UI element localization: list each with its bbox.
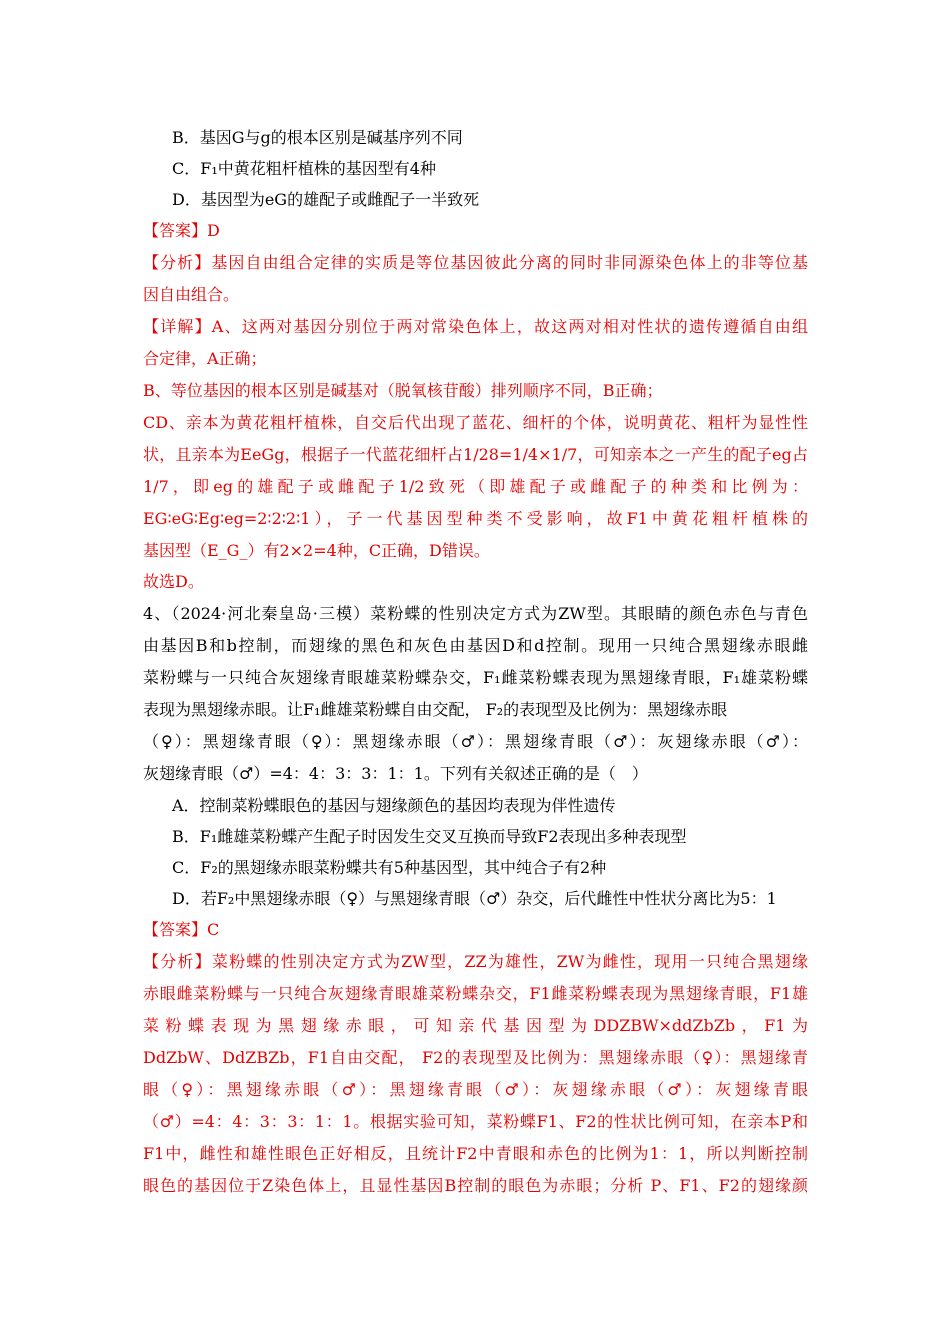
q3-analysis-line-1	[143, 252, 808, 274]
q4-analysis-line-5: 眼（♀）：黑翅缘赤眼（♂）：黑翅缘青眼（♂）：灰翅缘赤眼（♂）：灰翅缘青眼	[143, 1080, 808, 1099]
q4-stem-line-3: 菜粉蝶与一只纯合灰翅缘青眼雄菜粉蝶杂交，F₁雌菜粉蝶表现为黑翅缘青眼，F₁雄菜粉蝶	[143, 668, 808, 687]
q3-detail-line-2: 合定律，A正确；	[143, 349, 267, 368]
q3-option-d: D．基因型为eG的雄配子或雌配子一半致死	[172, 190, 480, 209]
analysis-tag: 【分析】	[143, 253, 212, 272]
q4-stem-line-5: （♀）：黑翅缘青眼（♀）：黑翅缘赤眼（♂）：黑翅缘青眼（♂）：灰翅缘赤眼（♂）：	[143, 732, 808, 751]
answer-value: D	[207, 221, 220, 240]
q4-stem-line-1: 4、（2024·河北秦皇岛·三模）菜粉蝶的性别决定方式为ZW型。其眼睛的颜色赤色与青色	[143, 604, 808, 623]
answer-value: C	[207, 920, 220, 939]
q4-option-c: C．F₂的黑翅缘赤眼菜粉蝶共有5种基因型，其中纯合子有2种	[172, 858, 607, 877]
detail-text: A、这两对基因分别位于两对常染色体上，故这两对相对性状的遗传遵循自由组	[211, 317, 808, 336]
answer-tag: 【答案】	[143, 920, 208, 939]
q4-analysis-line-8: 眼色的基因位于Z染色体上，且显性基因B控制的眼色为赤眼；分析 P、F1、F2的翅缘颜	[143, 1176, 808, 1195]
q3-detail-line-8: 基因型（E_G_）有2×2=4种，C正确，D错误。	[143, 541, 490, 560]
q3-answer	[143, 220, 808, 242]
q4-analysis-line-6: （♂）=4：4：3：3：1：1。根据实验可知，菜粉蝶F1、F2的性状比例可知，在亲本P和	[143, 1112, 808, 1131]
q4-answer	[143, 919, 808, 941]
q3-detail-line-6: 1/7，即eg的雄配子或雌配子1/2致死（即雄配子或雌配子的种类和比例为：	[143, 477, 808, 496]
analysis-text: 基因自由组合定律的实质是等位基因彼此分离的同时非同源染色体上的非等位基	[211, 253, 808, 272]
q3-analysis-line-2: 因自由组合。	[143, 285, 240, 304]
q4-analysis-line-1	[143, 951, 808, 973]
q4-stem-line-2: 由基因B和b控制，而翅缘的黑色和灰色由基因D和d控制。现用一只纯合黑翅缘赤眼雌	[143, 636, 808, 655]
q4-stem-line-4: 表现为黑翅缘赤眼。让F₁雌雄菜粉蝶自由交配， F₂的表现型及比例为：黑翅缘赤眼	[143, 700, 728, 719]
answer-tag: 【答案】	[143, 221, 208, 240]
q3-option-c: C．F₁中黄花粗杆植株的基因型有4种	[172, 159, 436, 178]
q4-analysis-line-4: DdZbW、DdZBZb，F1自由交配， F2的表现型及比例为：黑翅缘赤眼（♀）：黑翅缘青	[143, 1048, 808, 1067]
q3-detail-line-3: B、等位基因的根本区别是碱基对（脱氧核苷酸）排列顺序不同，B正确；	[143, 381, 663, 400]
q4-analysis-line-2: 赤眼雌菜粉蝶与一只纯合灰翅缘青眼雄菜粉蝶杂交，F1雌菜粉蝶表现为黑翅缘青眼，F1雄	[143, 984, 808, 1003]
detail-tag: 【详解】	[143, 317, 212, 336]
analysis-text: 菜粉蝶的性别决定方式为ZW型，ZZ为雄性，ZW为雌性，现用一只纯合黑翅缘	[211, 952, 808, 971]
q4-option-a: A．控制菜粉蝶眼色的基因与翅缘颜色的基因均表现为伴性遗传	[172, 796, 616, 815]
q3-detail-line-5: 状，且亲本为EeGg，根据子一代蓝花细杆占1/28=1/4×1/7，可知亲本之一产生的配子eg占	[143, 445, 808, 464]
analysis-tag: 【分析】	[143, 952, 212, 971]
q3-detail-line-9: 故选D。	[143, 572, 204, 591]
q3-detail-line-4: CD、亲本为黄花粗杆植株，自交后代出现了蓝花、细杆的个体，说明黄花、粗杆为显性性	[143, 413, 808, 432]
q4-option-b: B．F₁雌雄菜粉蝶产生配子时因发生交叉互换而导致F2表现出多种表现型	[172, 827, 687, 846]
q4-stem-line-6: 灰翅缘青眼（♂）=4：4：3：3：1：1。下列有关叙述正确的是（ ）	[143, 764, 648, 783]
q3-detail-line-1	[143, 316, 808, 338]
q3-detail-line-7: EG∶eG∶Eg∶eg=2∶2∶2∶1），子一代基因型种类不受影响，故F1中黄花粗杆植株的	[143, 509, 808, 528]
q4-option-d: D．若F₂中黑翅缘赤眼（♀）与黑翅缘青眼（♂）杂交，后代雌性中性状分离比为5：1	[172, 889, 777, 908]
q4-analysis-line-3: 菜粉蝶表现为黑翅缘赤眼，可知亲代基因型为DDZBW×ddZbZb，F1为	[143, 1016, 808, 1035]
q4-analysis-line-7: F1中，雌性和雄性眼色正好相反，且统计F2中青眼和赤色的比例为1：1，所以判断控制	[143, 1144, 808, 1163]
q3-option-b: B．基因G与g的根本区别是碱基序列不同	[172, 128, 463, 147]
